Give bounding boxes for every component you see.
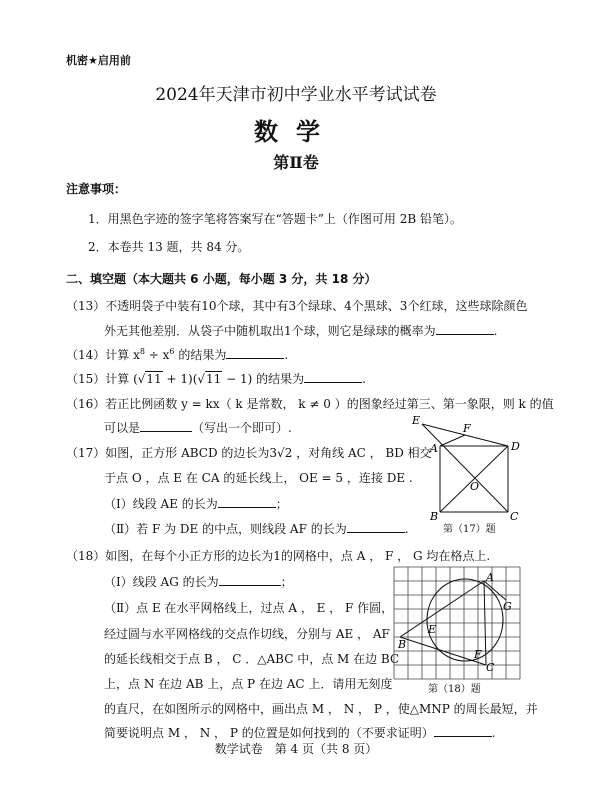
- q18-sub1-blank: [219, 574, 281, 586]
- q16-answer-blank: [140, 420, 192, 432]
- q18-label-A: A: [486, 571, 494, 584]
- q17-label-O: O: [470, 480, 480, 493]
- q18-sub1-end: ；: [280, 575, 293, 589]
- q17-figure: [412, 412, 528, 523]
- q18-label-B: B: [398, 638, 407, 651]
- q17-label-A: A: [430, 442, 438, 455]
- q14-exp2: 6: [169, 347, 175, 356]
- q17-sub2: [104, 520, 409, 537]
- q14-end: .: [284, 348, 289, 362]
- q18-grid: [394, 567, 520, 679]
- q18-label-F: F: [474, 648, 482, 661]
- q14-exp1: 8: [139, 347, 145, 356]
- q14-mid: ÷ x: [144, 348, 170, 362]
- q17-caption: 第（17）题: [443, 524, 496, 535]
- q15-pre: （15）计算 (√: [66, 372, 146, 386]
- q13-answer-blank: [436, 323, 494, 335]
- q17-line1: （17）如图，正方形 ABCD 的边长为3√2 ，对角线 AC ， BD 相交: [66, 446, 432, 460]
- q16-line2: [104, 419, 292, 436]
- q14-post: 的结果为: [174, 348, 227, 362]
- q14-answer-blank: [226, 347, 284, 359]
- q15-answer-blank: [304, 371, 362, 383]
- q17-sub1-end: ；: [275, 497, 288, 511]
- q17-sub1-text: （Ⅰ）线段 AE 的长为: [104, 497, 218, 511]
- q18-line-4: 的延长线相交于点 B ， C ．△ABC 中，点 M 在边 BC: [104, 652, 400, 666]
- q16-text: 可以是: [104, 421, 141, 435]
- q17-sub2-end: .: [404, 522, 409, 536]
- q17-sub2-text: （Ⅱ）若 F 为 DE 的中点，则线段 AF 的长为: [104, 522, 347, 536]
- q13-end: .: [493, 324, 498, 338]
- exam-title: 2024年天津市初中学业水平考试试卷: [155, 85, 437, 105]
- volume-title: 第Ⅱ卷: [273, 153, 319, 172]
- notice-item-2: 2．本卷共 13 题，共 84 分。: [88, 240, 250, 254]
- q17-label-C: C: [510, 510, 519, 523]
- q18-caption: 第（18）题: [428, 684, 481, 695]
- q18-label-E: E: [428, 623, 437, 636]
- q18-label-G: G: [503, 600, 512, 613]
- q18-answer-blank: [434, 725, 492, 737]
- notice-item-1: 1．用黑色字迹的签字笔将答案写在“答题卡”上（作图可用 2B 铅笔）。: [88, 212, 462, 226]
- q15-end: .: [362, 372, 366, 386]
- q18-figure: [392, 565, 527, 685]
- q17-label-F: F: [463, 422, 471, 435]
- q18-line7-text: 简要说明点 M ， N ， P 的位置是如何找到的（不要求证明）: [104, 726, 434, 740]
- q17-line2: 于点 O ，点 E 在 CA 的延长线上， OE = 5 ，连接 DE .: [104, 471, 413, 485]
- notice-heading: 注意事项：: [66, 182, 127, 196]
- q18-sub1-text: （Ⅰ）线段 AG 的长为: [104, 575, 219, 589]
- q18-line-2: （Ⅱ）点 E 在水平网格线上，过点 A ， E ， F 作圆，: [104, 601, 394, 615]
- q13-text: 外无其他差别．从袋子中随机取出1个球，则它是绿球的概率为: [104, 324, 436, 338]
- q13-line1: （13）不透明袋子中装有10个球，其中有3个绿球、4个黑球、3个红球，这些球除颜色: [66, 299, 528, 313]
- q17-sub2-blank: [347, 521, 405, 533]
- q18-line1: （18）如图，在每个小正方形的边长为1的网格中，点 A ， F ， G 均在格点上.: [66, 549, 491, 563]
- q18-line-5: 上，点 N 在边 AB 上，点 P 在边 AC 上．请用无刻度: [104, 677, 393, 691]
- section-heading: 二、填空题（本大题共 6 小题，每小题 3 分，共 18 分）: [66, 272, 377, 286]
- q17-label-D: D: [511, 440, 520, 453]
- page-footer: 数学试卷 第 4 页（共 8 页）: [214, 742, 378, 756]
- q14-pre: （14）计算 x: [66, 348, 140, 362]
- subject-title: 数学: [254, 117, 338, 146]
- q15-post: − 1) 的结果为: [222, 372, 305, 386]
- confidential-mark: 机密★启用前: [66, 54, 131, 67]
- q17-sub1: [104, 495, 288, 512]
- q16-line1: （16）若正比例函数 y = kx（ k 是常数， k ≠ 0 ）的图象经过第三、第一象限，则 k 的值: [66, 397, 554, 411]
- q15-root1: 11: [146, 372, 162, 386]
- q18-label-C: C: [486, 661, 495, 674]
- q18-line-6: 的直尺，在如图所示的网格中，画出点 M ， N ， P ，使△MNP 的周长最短，并: [104, 702, 538, 716]
- q16-note: （写出一个即可）.: [192, 421, 292, 435]
- q15-mid: + 1)(√: [162, 372, 206, 386]
- q18-line-7: [104, 724, 496, 741]
- q15-line: [66, 370, 366, 387]
- q15-root2: 11: [206, 372, 222, 386]
- q18-line-3: 经过圆与水平网格线的交点作切线，分别与 AE ， AF: [104, 627, 390, 641]
- q14-line: [66, 346, 288, 363]
- q18-sub1: [104, 573, 293, 590]
- q13-line2: [104, 322, 497, 339]
- q17-sub1-blank: [218, 496, 276, 508]
- line-EC: [422, 424, 508, 512]
- segment-AF: [440, 435, 465, 446]
- q17-label-E: E: [412, 414, 421, 427]
- q18-line7-end: .: [491, 726, 496, 740]
- q17-label-B: B: [430, 510, 439, 523]
